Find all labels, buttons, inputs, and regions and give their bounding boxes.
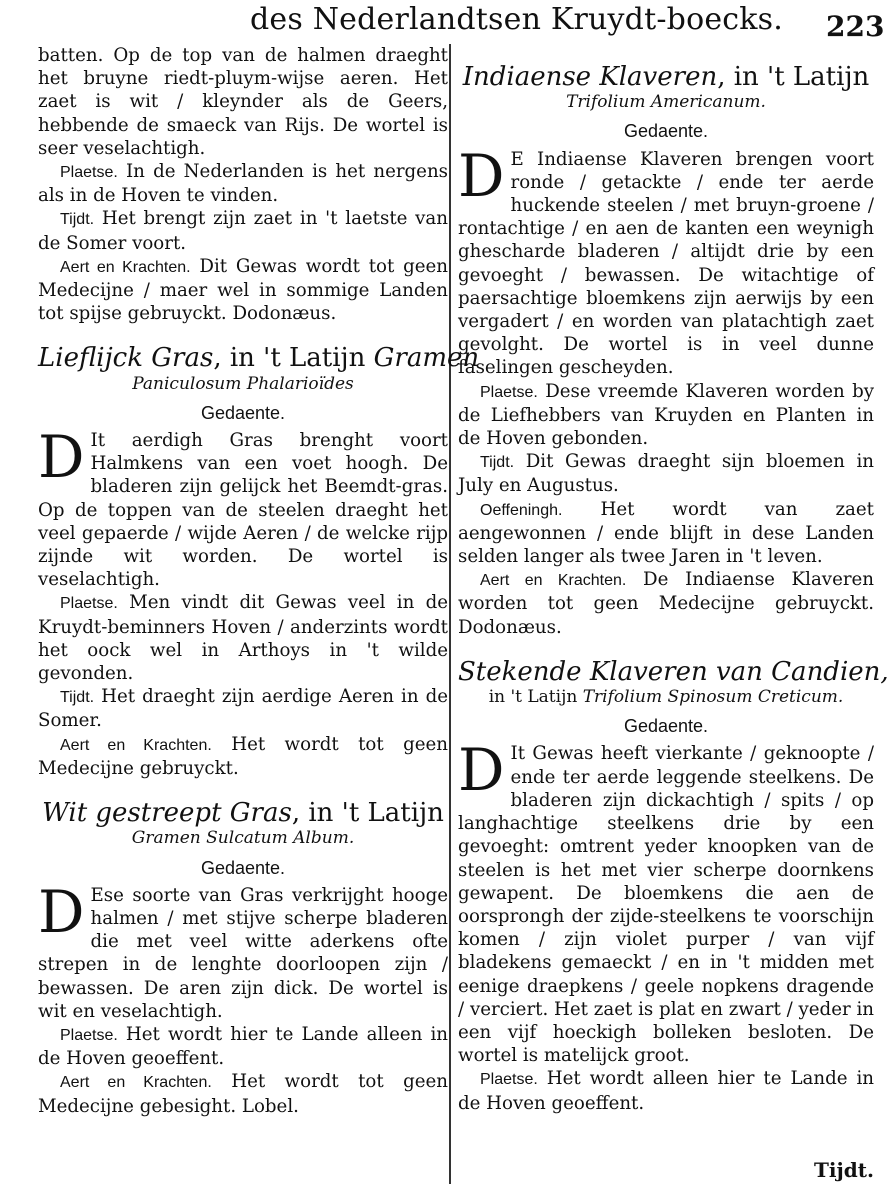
entry-name: Lieflijck Gras: [38, 343, 214, 374]
tijdt-label: Tijdt.: [60, 211, 95, 229]
description-text: E Indiaense Klaveren brengen voort ronde / getackte / ende ter aerde huckende steelen / met bruyn-groene / rontachtige / en aen de kanten een weynigh ghescharde bladeren / altijdt drie by een gevoeght / bewassen. De witachtige of paersachtige bloemkens zijn aerwijs by een vergadert / en worden van platachtigh zaet gevolght. De wortel is in veel dunne faselingen gescheyden.: [458, 148, 874, 379]
entry-title-wit-gestreept-gras: [38, 798, 448, 829]
entry-description: [458, 736, 874, 1067]
entry-tijdt: [38, 685, 448, 732]
entry-plaetse: [458, 380, 874, 451]
page-number: 223: [826, 10, 885, 43]
plaetse-text: Dese vreemde Klaveren worden by de Liefhebbers van Kruyden en Planten in de Hoven gebonden.: [458, 380, 874, 450]
aert-label: Aert en Krachten.: [480, 572, 627, 590]
aert-label: Aert en Krachten.: [60, 1074, 212, 1092]
continuation-plaetse: [38, 160, 448, 207]
description-text: It aerdigh Gras brenght voort Halmkens van een voet hoogh. De bladeren zijn gelijck het Beemdt-gras. Op de toppen van de steelen draeght het veel gepaerde / wijde Aeren / de welcke rijp zijnde wit worden. De wortel is veselachtigh.: [38, 430, 448, 591]
entry-subtitle: Paniculosum Phalarioïdes: [132, 373, 354, 394]
tijdt-label: Tijdt.: [60, 689, 95, 707]
plaetse-text: Het wordt alleen hier te Lande in de Hoven geoeffent.: [458, 1068, 874, 1114]
entry-subtitle: Gramen Sulcatum Album.: [131, 828, 355, 849]
entry-plaetse: [38, 1023, 448, 1070]
tijdt-text: Het draeght zijn aerdige Aeren in de Somer.: [38, 686, 448, 732]
section-gedaente: Gedaente.: [623, 121, 709, 142]
entry-tijdt: [458, 450, 874, 497]
section-gedaente: Gedaente.: [200, 857, 286, 878]
entry-plaetse: [38, 591, 448, 685]
entry-latin-sep: , in 't Latijn: [291, 798, 444, 829]
entry-name: Wit gestreept Gras: [42, 798, 292, 829]
entry-name: Stekende Klaveren van Candien,: [458, 656, 889, 687]
entry-title-indiaense-klaveren: [458, 62, 874, 92]
aert-text: Dit Gewas wordt tot geen Medecijne / maer wel in sommige Landen tot spijse gebruyckt. Dodonæus.: [38, 255, 448, 325]
section-gedaente: Gedaente.: [200, 402, 286, 423]
description-text: It Gewas heeft vierkante / geknoopte / ende ter aerde leggende steelkens. De bladeren zijn dickachtigh / spits / op langhachtige steelkens drie by een gevoeght: omtrent yeder knoopken van de steelen is het met vier scherpe doornkens gewapent. De bloemkens die aen de oorsprongh der zijde-steelkens te voorschijn komen / zijn violet purper / van vijf bladekens gemaeckt / en in 't midden met eenige draepkens / geele nopkens dragende / verciert. Het zaet is plat en zwart / yeder in een vijf hoeckigh bolleken besloten. De wortel is matelijck groot.: [458, 743, 874, 1067]
description-text: Ese soorte van Gras verkrijght hooge halmen / met stijve scherpe bladeren die met veel witte aderkens ofte strepen in de lenghte doorloopen zijn / bewassen. De aren zijn dick. De wortel is wit en veselachtigh.: [38, 884, 448, 1022]
subtitle-prefix: in 't Latijn: [488, 687, 578, 708]
tijdt-label: Tijdt.: [480, 454, 515, 472]
running-head: [0, 2, 895, 46]
continuation-tijdt: [38, 207, 448, 254]
entry-latin-sep: , in 't Latijn: [717, 62, 870, 92]
tijdt-text: Het brengt zijn zaet in 't laetste van de Somer voort.: [38, 208, 448, 254]
aert-text: Het wordt tot geen Medecijne gebruyckt.: [38, 733, 448, 779]
drop-cap: D: [38, 423, 85, 492]
plaetse-text: Men vindt dit Gewas veel in de Kruydt-beminners Hoven / anderzints wordt het oock wel in Arthoys in 't wilde gevonden.: [38, 592, 448, 685]
entry-name: Indiaense Klaveren: [462, 62, 718, 92]
drop-cap: D: [458, 141, 505, 210]
entry-description: [458, 141, 874, 380]
plaetse-text: Het wordt hier te Lande alleen in de Hoven geoeffent.: [38, 1023, 448, 1070]
entry-description: [38, 423, 448, 591]
continuation-description: batten. Op de top van de halmen draeght het bruyne riedt-pluym-wijse aeren. Het zaet is wit / kleynder als de Geers, hebbende de smaeck van Rijs. De wortel is seer veselachtigh.: [38, 45, 448, 159]
aert-label: Aert en Krachten.: [60, 258, 191, 276]
oeffeningh-text: Het wordt van zaet aengewonnen / ende blijft in dese Landen selden langer als twee Jaren in 't leven.: [458, 498, 874, 568]
left-column: [38, 44, 480, 1118]
drop-cap: D: [458, 736, 505, 805]
tijdt-text: Dit Gewas draeght sijn bloemen in July en Augustus.: [458, 451, 874, 497]
entry-title-lieflijck-gras: [38, 343, 480, 374]
entry-title-stekende-klaveren: [458, 656, 889, 687]
subtitle-latin: Trifolium Spinosum Creticum.: [582, 687, 844, 708]
entry-subtitle: Trifolium Americanum.: [566, 92, 766, 113]
right-column: [458, 62, 889, 1115]
aert-label: Aert en Krachten.: [60, 736, 212, 754]
entry-aert: [38, 733, 448, 780]
plaetse-label: Plaetse.: [60, 595, 118, 613]
section-gedaente: Gedaente.: [623, 716, 709, 737]
entry-latin-sep: , in 't Latijn: [213, 343, 366, 374]
plaetse-label: Plaetse.: [60, 1026, 118, 1044]
entry-aert: [458, 568, 874, 639]
aert-text: De Indiaense Klaveren worden tot geen Medecijne gebruyckt. Dodonæus.: [458, 569, 875, 638]
entry-plaetse: [458, 1067, 874, 1114]
entry-description: [38, 877, 448, 1023]
entry-oeffeningh: [458, 498, 874, 569]
entry-subtitle: [458, 686, 874, 709]
plaetse-label: Plaetse.: [480, 383, 538, 401]
plaetse-label: Plaetse.: [480, 1071, 538, 1089]
continuation-aert: [38, 255, 448, 326]
catchword: Tijdt.: [814, 1158, 874, 1182]
oeffeningh-label: Oeffeningh.: [480, 501, 563, 519]
plaetse-text: In de Nederlanden is het nergens als in de Hoven te vinden.: [38, 161, 448, 207]
running-title: des Nederlandtsen Kruydt-boecks.: [250, 2, 784, 37]
plaetse-label: Plaetse.: [60, 164, 118, 182]
entry-aert: [38, 1070, 448, 1117]
column-rule: [449, 44, 451, 1184]
entry-latin-word: Gramen: [373, 343, 480, 374]
aert-text: Het wordt tot geen Medecijne gebesight. Lobel.: [38, 1071, 448, 1117]
drop-cap: D: [38, 877, 85, 946]
